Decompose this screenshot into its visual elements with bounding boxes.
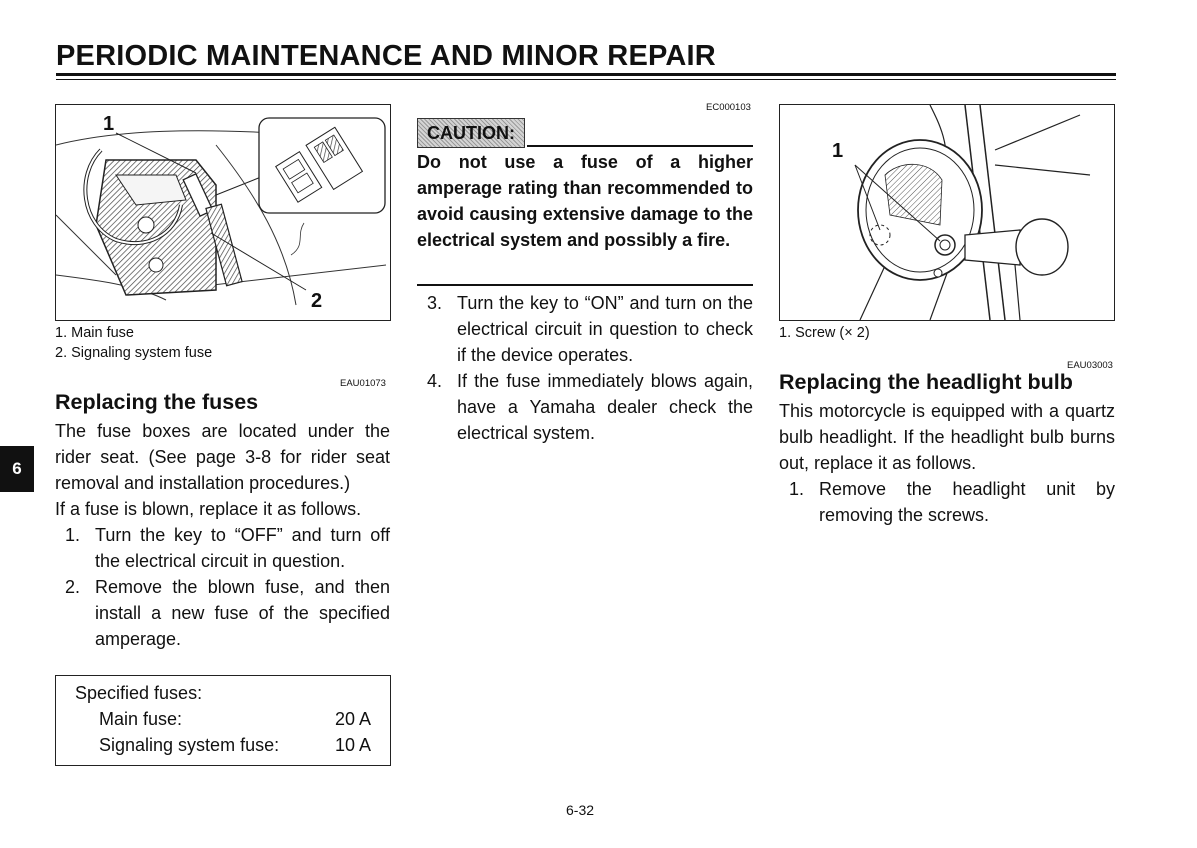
spec-value: 20 A [335,709,372,729]
figure-caption-main-fuse: 1. Main fuse [55,325,134,341]
figure-callout-1: 1 [103,113,115,135]
list-number: 1. [789,479,805,499]
section-heading-fuses: Replacing the fuses [55,390,259,414]
page-title: PERIODIC MAINTENANCE AND MINOR REPAIR [56,40,716,72]
spec-label: Main fuse: [99,709,183,729]
list-item [417,290,753,368]
list-number: 1. [65,525,81,545]
section-heading-headlight: Replacing the headlight bulb [779,370,1073,394]
fuse-box-figure [55,104,391,321]
list-text: Remove the headlight unit by removing the screws. [819,479,1115,525]
list-text: If the fuse immediately blows again, have a Yamaha dealer check the electrical system. [457,371,753,443]
spec-value: 10 A [335,735,372,755]
list-item [779,476,1115,528]
caution-text: Do not use a fuse of a higher amperage rating than recommended to avoid causing extensive damage to the electrical system and possibly a fire. [417,152,753,250]
caution-top-rule [527,145,753,147]
section-code: EAU01073 [340,378,386,389]
chapter-tab: 6 [0,446,34,492]
headlight-paragraph: This motorcycle is equipped with a quartz bulb headlight. If the headlight bulb burns out, replace it as follows. [779,401,1115,473]
caution-code: EC000103 [706,102,751,113]
headlight-figure [779,104,1115,321]
spec-label: Signaling system fuse: [99,735,280,755]
list-text: Remove the blown fuse, and then install a new fuse of the specified amperage. [95,577,390,649]
middle-steps [417,290,753,446]
figure-callout-1: 1 [832,140,844,162]
fuse-box-illustration [56,105,390,320]
figure-caption-signaling-fuse: 2. Signaling system fuse [55,345,213,361]
list-item [55,522,390,574]
list-item [55,574,390,652]
specified-fuses-box [55,675,391,766]
list-item [417,368,753,446]
fuses-intro: If a fuse is blown, replace it as follows. [55,499,362,519]
fuses-body [55,418,390,652]
list-number: 3. [427,293,443,313]
caution-badge: CAUTION: [417,118,525,148]
headlight-body [779,398,1115,528]
section-code: EAU03003 [1067,360,1113,371]
fuses-paragraph: The fuse boxes are located under the rider seat. (See page 3-8 for rider seat removal and installation procedures.) [55,421,390,493]
list-text: Turn the key to “OFF” and turn off the electrical circuit in question. [95,525,390,571]
figure-callout-2: 2 [311,290,323,312]
headlight-illustration [780,105,1114,320]
figure-caption-screw: 1. Screw (× 2) [779,325,870,341]
spec-title: Specified fuses: [75,683,203,703]
list-text: Turn the key to “ON” and turn on the electrical circuit in question to check if the device operates. [457,293,753,365]
list-number: 2. [65,577,81,597]
caution-bottom-rule [417,284,753,286]
title-rule-thin [56,79,1116,80]
page-number: 6-32 [566,802,595,818]
list-number: 4. [427,371,443,391]
title-rule [56,73,1116,76]
